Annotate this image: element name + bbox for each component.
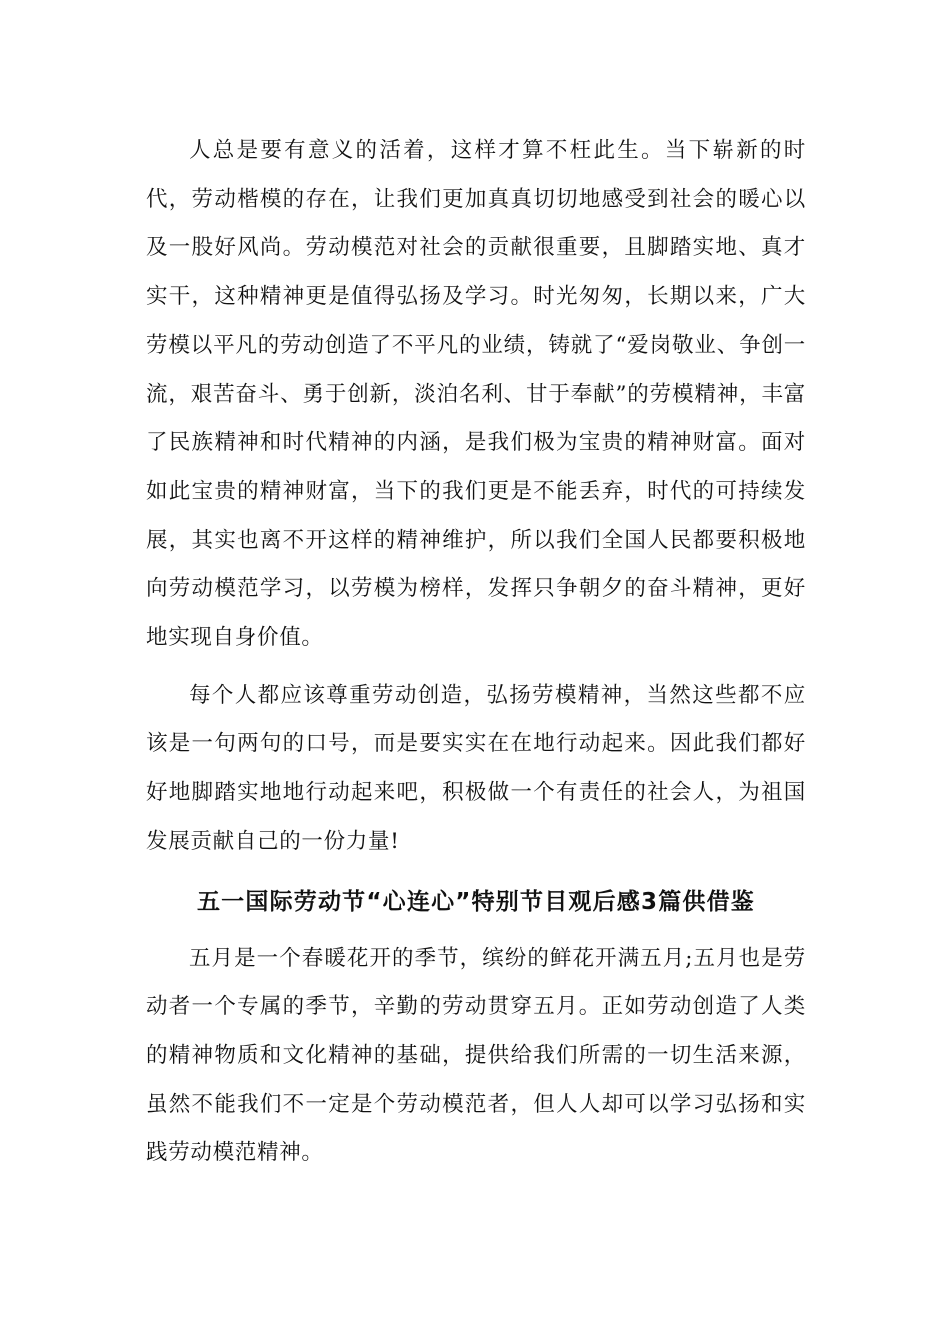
body-paragraph-2: 每个人都应该尊重劳动创造，弘扬劳模精神，当然这些都不应该是一句两句的口号，而是要实实在在地行动起来。因此我们都好好地脚踏实地地行动起来吧，积极做一个有责任的社会人，为祖国发展贡献自己的一份力量! [146,682,806,854]
document-body [146,127,806,1178]
body-paragraph-3: 五月是一个春暖花开的季节，缤纷的鲜花开满五月;五月也是劳动者一个专属的季节，辛勤的劳动贯穿五月。正如劳动创造了人类的精神物质和文化精神的基础，提供给我们所需的一切生活来源，虽然不能我们不一定是个劳动模范者，但人人却可以学习弘扬和实践劳动模范精神。 [146,945,806,1166]
section-heading: 五一国际劳动节“心连心”特别节目观后感3篇供借鉴 [196,888,756,915]
body-paragraph-1: 人总是要有意义的活着，这样才算不枉此生。当下崭新的时代，劳动楷模的存在，让我们更加真真切切地感受到社会的暖心以及一股好风尚。劳动模范对社会的贡献很重要，且脚踏实地、真才实干，这种精神更是值得弘扬及学习。时光匆匆，长期以来，广大劳模以平凡的劳动创造了不平凡的业绩，铸就了“爱岗敬业、争创一流，艰苦奋斗、勇于创新，淡泊名利、甘于奉献”的劳模精神，丰富了民族精神和时代精神的内涵，是我们极为宝贵的精神财富。面对如此宝贵的精神财富，当下的我们更是不能丢弃，时代的可持续发展，其实也离不开这样的精神维护，所以我们全国人民都要积极地向劳动模范学习，以劳模为榜样，发挥只争朝夕的奋斗精神，更好地实现自身价值。 [146,138,806,651]
